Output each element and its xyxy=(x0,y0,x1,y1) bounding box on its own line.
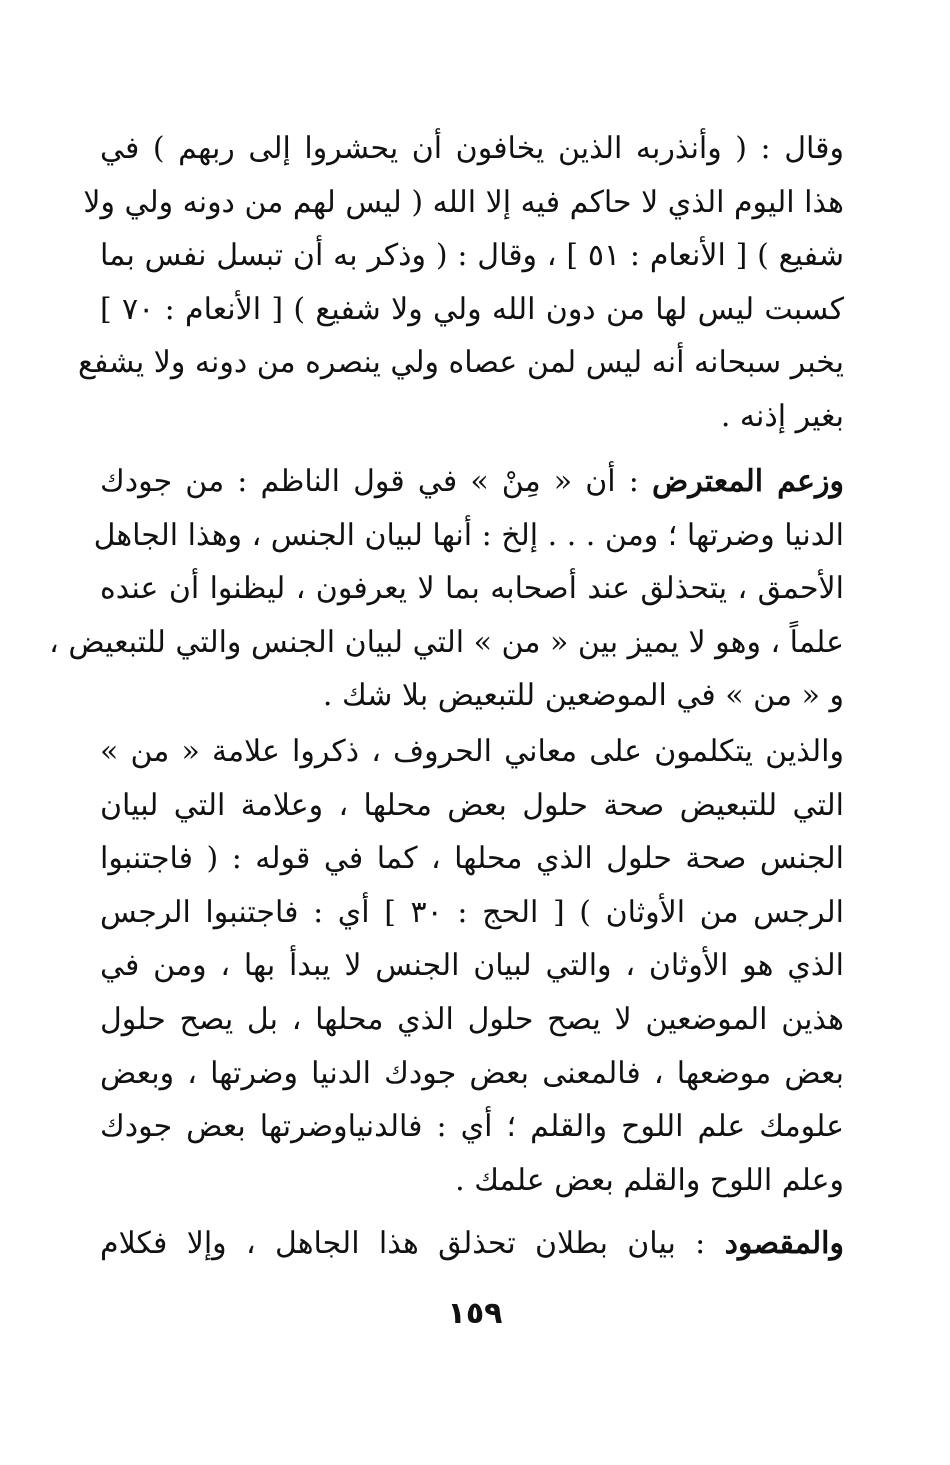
paragraph-line xyxy=(100,1217,844,1271)
paragraph-line: هذين الموضعين لا يصح حلول الذي محلها ، بل يصح حلول xyxy=(100,1001,844,1037)
paragraph-line: بغير إذنه . xyxy=(720,398,844,434)
paragraph-line: الذي هو الأوثان ، والتي لبيان الجنس لا يبدأ بها ، ومن في xyxy=(100,948,844,984)
paragraph-line: وعلم اللوح والقلم بعض علمك . xyxy=(455,1162,844,1198)
paragraph-3 xyxy=(100,725,844,1207)
paragraph-line: الدنيا وضرتها ؛ ومن . . . إلخ : أنها لبيان الجنس ، وهذا الجاهل xyxy=(93,517,844,553)
paragraph-line xyxy=(100,455,844,509)
paragraph-1 xyxy=(77,122,844,444)
paragraph-line: علماً ، وهو لا يميز بين « من » التي لبيان الجنس والتي للتبعيض ، xyxy=(49,624,844,660)
paragraph-line: والذين يتكلمون على معاني الحروف ، ذكروا علامة « من » xyxy=(100,734,844,769)
paragraph-line: يخبر سبحانه أنه ليس لمن عصاه ولي ينصره من دونه ولا يشفع xyxy=(77,345,844,381)
paragraph-line: علومك علم اللوح والقلم ؛ أي : فالدنياوضرتها بعض جودك xyxy=(100,1109,844,1145)
paragraph-lead-phrase: وزعم المعترض xyxy=(651,464,844,499)
paragraph-line: بعض موضعها ، فالمعنى بعض جودك الدنيا وضرتها ، وبعض xyxy=(100,1055,844,1091)
paragraph-line: وقال : ( وأنذربه الذين يخافون أن يحشروا إلى ربهم ) في xyxy=(100,131,844,166)
paragraph-2 xyxy=(49,455,844,723)
page-number: ١٥٩ xyxy=(447,1296,503,1331)
paragraph-line: هذا اليوم الذي لا حاكم فيه إلا الله ( ليس لهم من دونه ولي ولا xyxy=(83,184,844,220)
paragraph-line-rest: : أن « مِنْ » في قول الناظم : من جودك xyxy=(100,464,652,499)
paragraph-line: و « من » في الموضعين للتبعيض بلا شك . xyxy=(322,678,844,714)
paragraph-line: شفيع ) [ الأنعام : ٥١ ] ، وقال : ( وذكر به أن تبسل نفس بما xyxy=(100,238,844,274)
paragraph-line: التي للتبعيض صحة حلول بعض محلها ، وعلامة التي لبيان xyxy=(100,787,844,823)
paragraph-4 xyxy=(100,1217,844,1271)
paragraph-lead-phrase: والمقصود xyxy=(724,1226,844,1261)
paragraph-line: الجنس صحة حلول الذي محلها ، كما في قوله : ( فاجتنبوا xyxy=(100,841,844,877)
paragraph-line: الأحمق ، يتحذلق عند أصحابه بما لا يعرفون ، ليظنوا أن عنده xyxy=(100,571,844,607)
paragraph-line: كسبت ليس لها من دون الله ولي ولا شفيع ) [ الأنعام : ٧٠ ] xyxy=(100,291,844,327)
paragraph-line-rest: : بيان بطلان تحذلق هذا الجاهل ، وإلا فكلام xyxy=(100,1226,725,1261)
paragraph-line: الرجس من الأوثان ) [ الحج : ٣٠ ] أي : فاجتنبوا الرجس xyxy=(100,894,844,930)
